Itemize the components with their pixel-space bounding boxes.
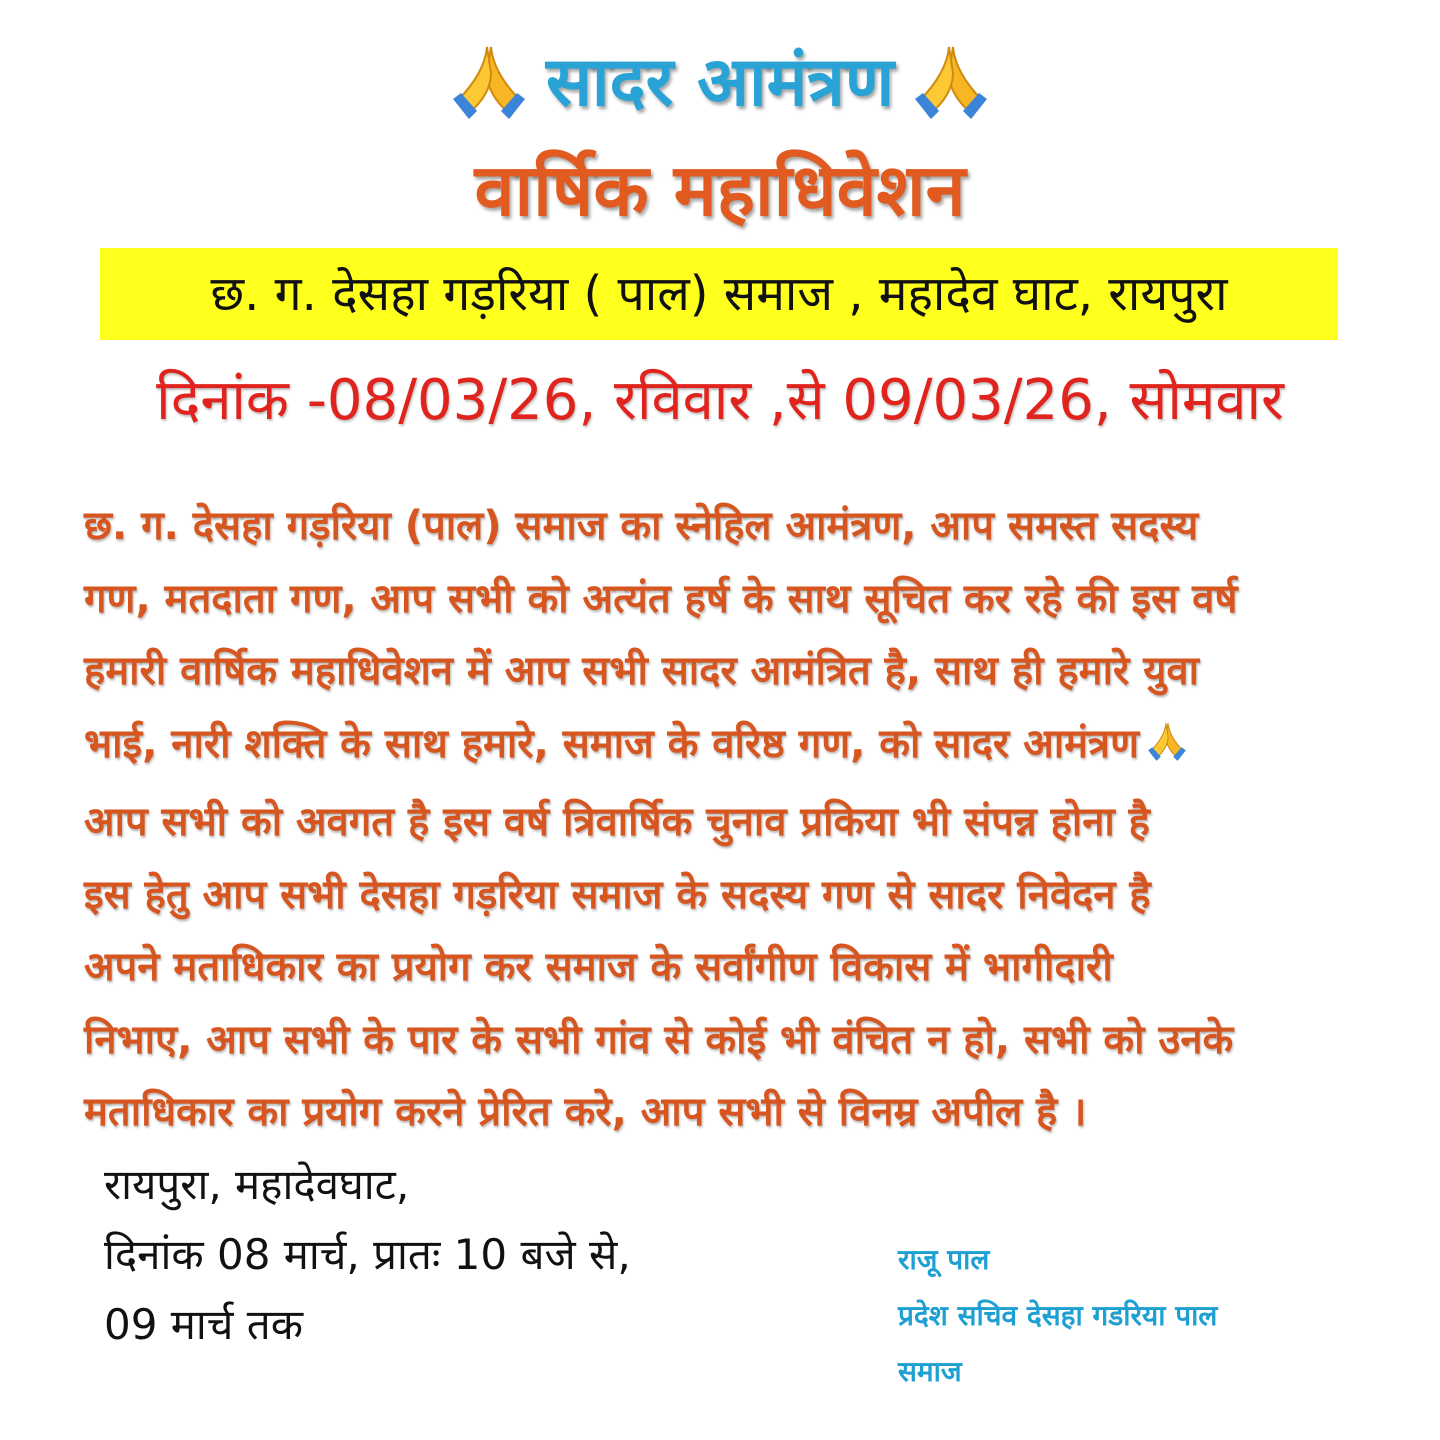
signatory-designation: प्रदेश सचिव देसहा गडरिया पाल [898,1299,1218,1332]
body-line: छ. ग. देसहा गड़रिया (पाल) समाज का स्नेहिल आमंत्रण, आप समस्त सदस्य [84,503,1199,549]
body-line-text: भाई, नारी शक्ति के साथ हमारे, समाज के वरिष्ठ गण, को सादर आमंत्रण [84,720,1140,767]
signature-block [898,1232,1368,1400]
signatory-designation-cont: समाज [898,1355,962,1388]
invitation-title: सादर आमंत्रण [545,43,895,122]
folded-hands-icon [1145,714,1189,787]
venue-place: रायपुरा, महादेवघाट, [104,1160,410,1209]
body-line: आप सभी को अवगत है इस वर्ष त्रिवार्षिक चुनाव प्रकिया भी संपन्न होना है [84,799,1150,845]
event-subtitle: वार्षिक महाधिवेशन [474,148,966,232]
body-line: इस हेतु आप सभी देसहा गड़रिया समाज के सदस्य गण से सादर निवेदन है [84,871,1151,918]
venue-date: दिनांक 08 मार्च, प्रातः 10 बजे से, [104,1230,631,1279]
title-row [0,38,1440,128]
invitation-body [84,490,1384,1149]
venue-end-date: 09 मार्च तक [104,1300,304,1349]
body-line: निभाए, आप सभी के पार के सभी गांव से कोई भी वंचित न हो, सभी को उनके [84,1016,1234,1063]
organization-banner: छ. ग. देसहा गड़रिया ( पाल) समाज , महादेव घाट, रायपुरा [100,248,1338,340]
folded-hands-icon [447,39,531,127]
body-line: गण, मतदाता गण, आप सभी को अत्यंत हर्ष के साथ सूचित कर रहे की इस वर्ष [84,575,1238,622]
venue-block [104,1150,804,1360]
signatory-name: राजू पाल [898,1243,990,1276]
body-line: हमारी वार्षिक महाधिवेशन में आप सभी सादर आमंत्रित है, साथ ही हमारे युवा [84,648,1200,694]
body-line [84,708,1384,787]
body-line: मताधिकार का प्रयोग करने प्रेरित करे, आप सभी से विनम्र अपील है । [84,1089,1087,1135]
event-date-line: दिनांक -08/03/26, रविवार ,से 09/03/26, सोमवार [156,368,1284,433]
folded-hands-icon [909,39,993,127]
body-line: अपने मताधिकार का प्रयोग कर समाज के सर्वांगीण विकास में भागीदारी [84,944,1113,990]
